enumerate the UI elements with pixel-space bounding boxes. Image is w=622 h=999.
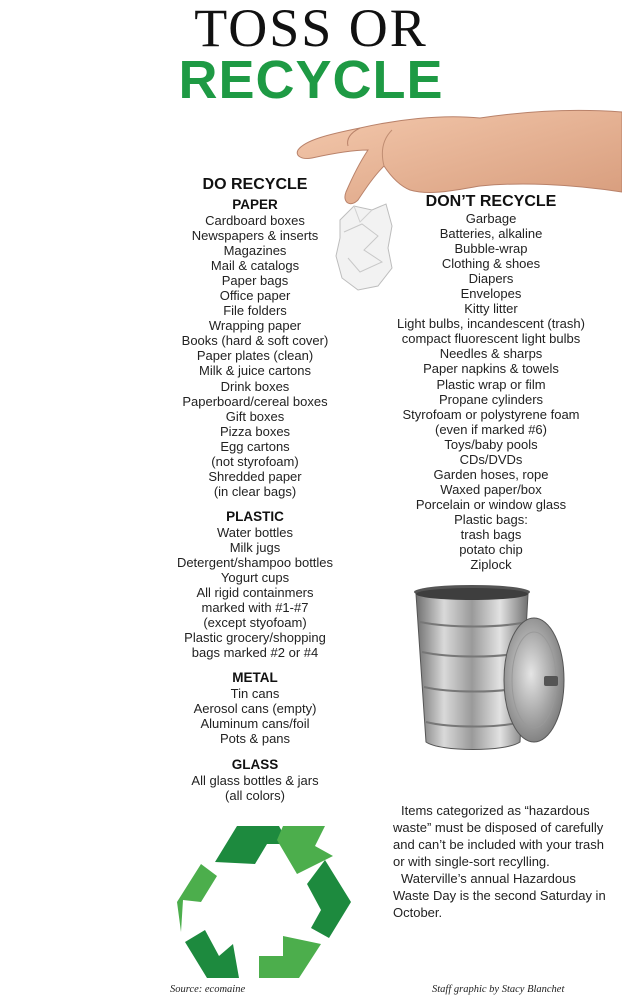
source-credit: Source: ecomaine: [170, 984, 246, 995]
list-item: marked with #1-#7: [201, 600, 309, 616]
list-item: Garden hoses, rope: [433, 466, 549, 482]
list-item: (in clear bags): [213, 483, 297, 499]
list-item: Aluminum cans/foil: [200, 716, 310, 732]
list-item: Clothing & shoes: [441, 256, 541, 272]
list-item: Needles & sharps: [439, 346, 543, 362]
list-item: Envelopes: [460, 286, 522, 302]
list-item: Bubble-wrap: [454, 241, 528, 257]
list-item: Milk jugs: [229, 539, 281, 555]
list-item: CDs/DVDs: [459, 451, 523, 467]
list-item: Porcelain or window glass: [415, 496, 567, 512]
list-item: Plastic wrap or film: [436, 376, 546, 392]
info-paragraph-2: Waterville’s annual Hazardous Waste Day is the second Saturday in October.: [393, 871, 606, 920]
list-item: Garbage: [465, 211, 517, 226]
metal-heading: METAL: [232, 670, 278, 686]
list-item: (not styrofoam): [211, 453, 299, 469]
recycle-icon: [175, 820, 355, 980]
list-item: All glass bottles & jars: [191, 772, 319, 788]
list-item: Gift boxes: [225, 408, 285, 424]
title-line-2: RECYCLE: [178, 50, 444, 110]
list-item: Office paper: [219, 288, 291, 304]
list-item: Tin cans: [230, 686, 280, 702]
list-item: Books (hard & soft cover): [181, 333, 329, 349]
list-item: Shredded paper: [208, 468, 302, 484]
list-item: Egg cartons: [220, 438, 290, 454]
list-item: Newspapers & inserts: [191, 228, 319, 244]
list-item: Paper bags: [221, 273, 289, 289]
list-item: Kitty litter: [464, 301, 518, 317]
list-item: Detergent/shampoo bottles: [176, 554, 334, 570]
list-item: Paperboard/cereal boxes: [182, 393, 328, 409]
list-item: File folders: [223, 303, 287, 319]
list-item: Drink boxes: [220, 378, 290, 394]
list-item: All rigid containmers: [196, 585, 314, 601]
do-recycle-heading: DO RECYCLE: [202, 176, 308, 193]
dont-recycle-column: [360, 193, 622, 572]
list-item: Pots & pans: [219, 731, 291, 747]
list-item: (even if marked #6): [435, 421, 547, 437]
list-item: Styrofoam or polystyrene foam: [402, 406, 580, 422]
list-item: Water bottles: [216, 524, 294, 540]
list-item: (except styofoam): [203, 615, 307, 631]
list-item: Yogurt cups: [220, 570, 290, 586]
list-item: trash bags: [460, 526, 522, 542]
list-item: Waxed paper/box: [440, 481, 542, 497]
list-item: Toys/baby pools: [444, 436, 538, 452]
list-item: Paper napkins & towels: [423, 361, 559, 377]
list-item: Milk & juice cartons: [199, 363, 311, 379]
list-item: Propane cylinders: [438, 391, 544, 407]
list-item: Mail & catalogs: [210, 258, 300, 274]
list-item: Diapers: [468, 271, 514, 287]
info-paragraph-1: Items categorized as “hazardous waste” must be disposed of carefully and can’t be included with your trash or with single-sort recylling.: [393, 803, 605, 869]
paper-list: [150, 213, 360, 499]
list-item: Magazines: [223, 243, 287, 259]
paper-heading: PAPER: [232, 197, 278, 212]
plastic-list: [150, 525, 360, 660]
do-recycle-column: [150, 176, 360, 803]
list-item: Ziplock: [470, 557, 512, 573]
dont-recycle-heading: DON’T RECYCLE: [425, 193, 557, 210]
list-item: Wrapping paper: [208, 318, 302, 334]
list-item: Aerosol cans (empty): [193, 701, 317, 717]
list-item: (all colors): [225, 787, 285, 803]
list-item: potato chip: [459, 542, 523, 558]
metal-list: [150, 686, 360, 746]
list-item: Pizza boxes: [219, 423, 291, 439]
list-item: Batteries, alkaline: [439, 226, 543, 242]
glass-heading: GLASS: [231, 756, 279, 772]
plastic-heading: PLASTIC: [226, 508, 284, 524]
list-item: Plastic bags:: [454, 511, 528, 527]
list-item: Paper plates (clean): [196, 348, 314, 364]
list-item: Cardboard boxes: [205, 213, 305, 228]
list-item: bags marked #2 or #4: [191, 645, 319, 661]
glass-list: [150, 773, 360, 803]
dont-recycle-list: [360, 211, 622, 572]
hazardous-waste-info: [393, 802, 608, 921]
list-item: Plastic grocery/shopping: [184, 630, 326, 646]
list-item: Light bulbs, incandescent (trash): [397, 316, 585, 332]
trash-can-icon: [410, 582, 570, 762]
staff-credit: Staff graphic by Stacy Blanchet: [432, 984, 565, 995]
title-line-1: TOSS OR: [194, 0, 428, 58]
list-item: compact fluorescent light bulbs: [401, 331, 581, 347]
